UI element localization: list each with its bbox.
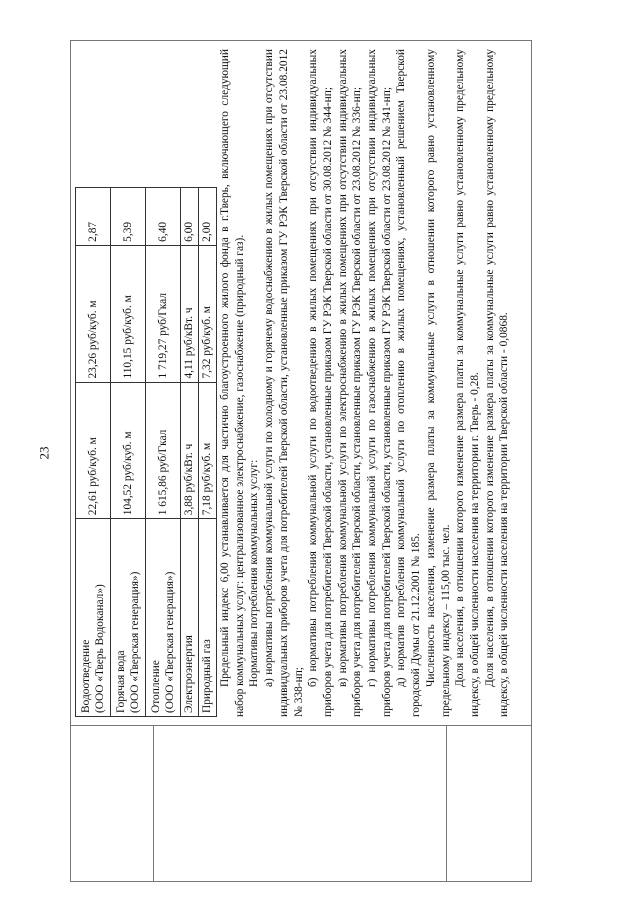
paragraph-norm-d: д) норматив потребления коммунальной услуги по отоплению в жилых помещениях, установленный решением Тверской городской Думы от 21.12.2001 № 185. bbox=[395, 49, 423, 717]
page-number: 23 bbox=[36, 446, 52, 460]
table-row bbox=[146, 188, 181, 717]
tariff-change: 2,87 bbox=[76, 188, 111, 246]
tariff-2014: 22,61 руб/куб. м bbox=[76, 382, 111, 519]
document-sheet bbox=[70, 40, 532, 882]
tariff-table bbox=[75, 187, 217, 717]
margin-divider bbox=[153, 726, 154, 881]
service-name: Горячая вода (ООО «Тверская генерация») bbox=[111, 519, 146, 717]
paragraph-share-city: Доля населения, в отношении которого изменение размера платы за коммунальные услуги равно установленному предельному индексу, в общей численности населения на территории г. Тверь - 0,28. bbox=[454, 49, 481, 717]
tariff-2015: 1 719,27 руб/Гкал bbox=[146, 245, 181, 382]
table-row bbox=[181, 188, 199, 717]
tariff-2015: 110,15 руб/куб. м bbox=[111, 245, 146, 382]
service-name: Отопление (ООО «Тверская генерация») bbox=[146, 519, 181, 717]
tariff-2014: 3,88 руб/кВт. ч bbox=[181, 382, 199, 519]
paragraph-norm-v: в) нормативы потребления коммунальной услуги по электроснабжению в жилых помещениях при отсутствии индивидуальных приборов учета для потребителей Тверской области, установленные приказом ГУ РЭК Тверской области от 23.08.2012 № 336-нп; bbox=[336, 49, 364, 717]
table-row bbox=[111, 188, 146, 717]
tariff-2014: 104,52 руб/куб. м bbox=[111, 382, 146, 519]
paragraph-norm-b: б) нормативы потребления коммунальной услуги по водоотведению в жилых помещениях при отсутствии индивидуальных приборов учета для потребителей Тверской области, установленные приказом ГУ РЭК Тверской области от 30.08.2012 № 344-нп; bbox=[307, 49, 334, 717]
tariff-change: 2,00 bbox=[199, 188, 217, 246]
document-body bbox=[75, 49, 512, 717]
tariff-change: 6,00 bbox=[181, 188, 199, 246]
tariff-2015: 7,32 руб/куб. м bbox=[199, 245, 217, 382]
tariff-2014: 7,18 руб/куб. м bbox=[199, 382, 217, 519]
service-name: Водоотведение (ООО «Тверь Водоканал») bbox=[76, 519, 111, 717]
tariff-2014: 1 615,86 руб/Гкал bbox=[146, 382, 181, 519]
paragraph-index: Предельный индекс 6,00 устанавливается для частично благоустроенного жилого фонда в г.Тверь, включающего следующий набор коммунальных услуг: централизованное электроснабжение, газоснабжение (природный газ). bbox=[219, 49, 246, 717]
tariff-change: 5,39 bbox=[111, 188, 146, 246]
paragraph-population: Численность населения, изменение размера платы за коммунальные услуги в отношении которого равно установленному предельному индексу – 115,00 тыс. чел. bbox=[424, 49, 452, 717]
tariff-2015: 23,26 руб/куб. м bbox=[76, 245, 111, 382]
paragraph-norm-a: а) нормативы потребления коммунальной услуги по холодному и горячему водоснабжению в жилых помещениях при отсутствии индивидуальных приборов учета для потребителей Тверской области, установленные приказом ГУ РЭК Тверской области от 23.08.2012 № 338-нп; bbox=[263, 49, 305, 717]
service-name: Электроэнергия bbox=[181, 519, 199, 717]
paragraph-norms-heading: Нормативы потребления коммунальных услуг: bbox=[248, 459, 261, 687]
tariff-2015: 4,11 руб/кВт. ч bbox=[181, 245, 199, 382]
margin-column bbox=[71, 725, 531, 881]
service-name: Природный газ bbox=[199, 519, 217, 717]
tariff-change: 6,40 bbox=[146, 188, 181, 246]
paragraph-norm-g: г) нормативы потребления коммунальной услуги по газоснабжению в жилых помещениях при отсутствии индивидуальных приборов учета для потребителей Тверской области, установленные приказом ГУ РЭК Тверской области от 23.08.2012 № 341-нп; bbox=[366, 49, 393, 717]
margin-divider bbox=[446, 726, 447, 881]
table-row bbox=[76, 188, 111, 717]
paragraph-share-region: Доля населения, в отношении которого изменение размера платы за коммунальные услуги равно установленному предельному индексу, в общей численности населения на территории Тверской области - 0,0868. bbox=[483, 49, 511, 717]
table-row bbox=[199, 188, 217, 717]
